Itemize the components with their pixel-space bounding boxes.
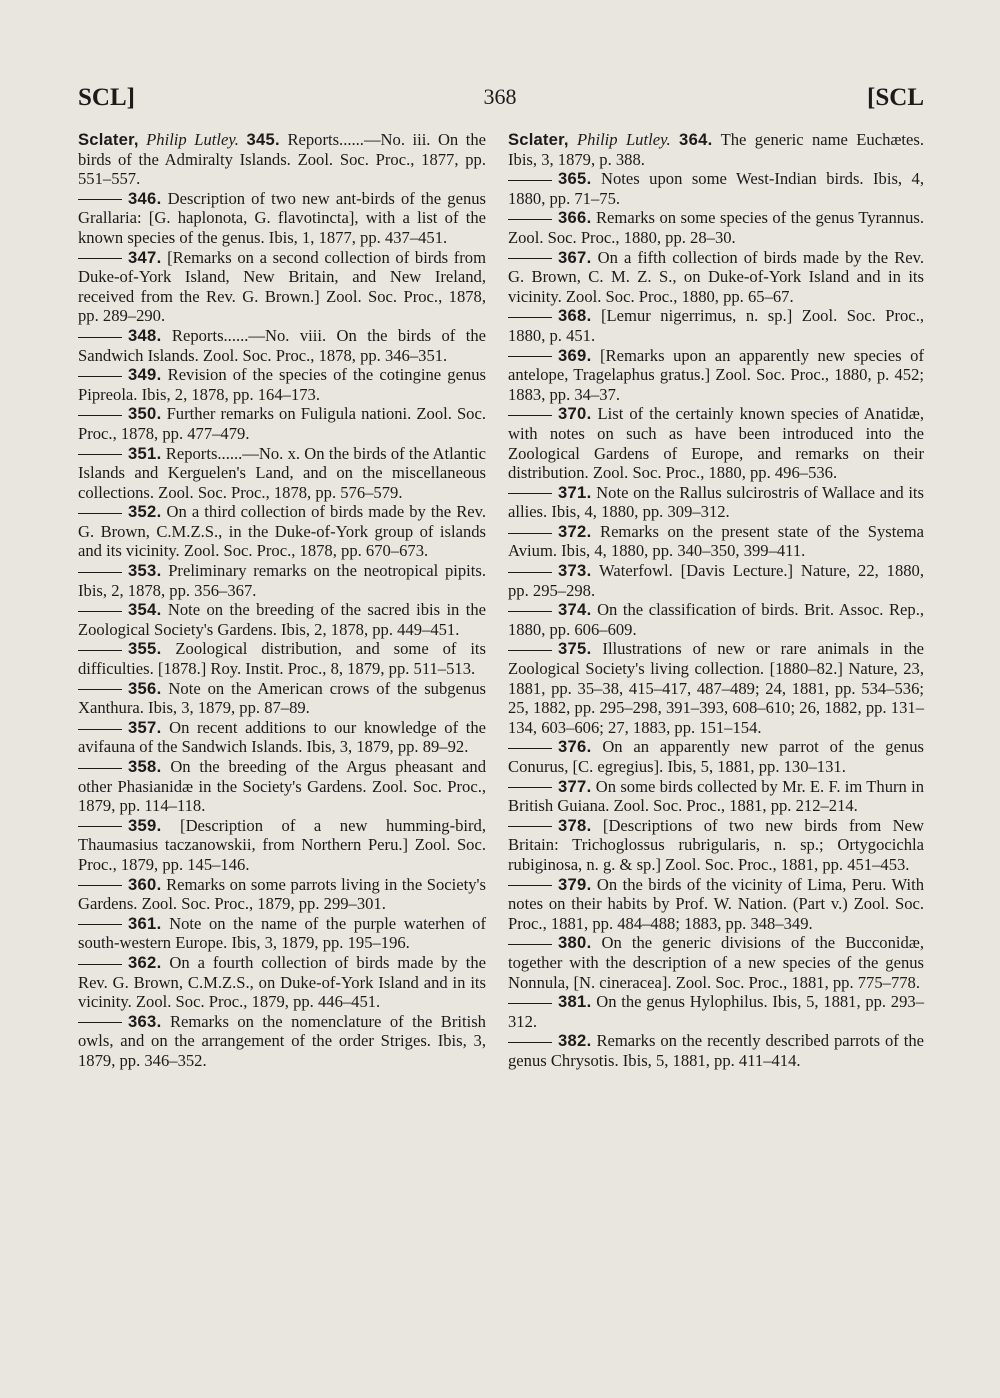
entry-number: 380. — [558, 933, 592, 953]
ditto-dash — [78, 199, 122, 200]
bibliography-entry — [78, 639, 486, 678]
bibliography-entry — [508, 404, 924, 482]
entry-text: Note on the breeding of the sacred ibis in the Zoological Society's Gardens. Ibis, 2, 1878, pp. 449–451. — [78, 600, 486, 639]
entry-text: Note on the name of the purple waterhen of south-western Europe. Ibis, 3, 1879, pp. 195–196. — [78, 913, 486, 953]
entry-text: Note on the American crows of the subgenus Xanthura. Ibis, 3, 1879, pp. 87–89. — [78, 678, 486, 718]
entry-number: 366. — [558, 208, 592, 228]
left-column — [78, 130, 486, 1071]
ditto-dash — [508, 258, 552, 259]
entry-text: [Remarks upon an apparently new species of antelope, Tragelaphus gratus.] Zool. Soc. Proc., 1880, p. 452; 1883, pp. 34–37. — [508, 345, 924, 404]
bibliography-entry — [78, 953, 486, 1012]
ditto-dash — [78, 924, 122, 925]
header-right: [SCL — [867, 84, 924, 111]
entry-number: 360. — [128, 874, 162, 894]
entry-text: Reports......—No. x. On the birds of the Atlantic Islands and Kerguelen's Land, and on the miscellaneous collections. Zool. Soc. Proc., 1878, pp. 576–579. — [78, 443, 487, 502]
ditto-dash — [78, 964, 122, 965]
bibliography-entry — [508, 875, 924, 934]
entry-text: Illustrations of new or rare animals in the Zoological Society's living collection. [1880–82.] Nature, 23, 1881, pp. 35–38, 415–417, 487–489; 24, 1881, pp. 534–536; 25, 1882, pp. 295–298, 391–393, 608–610; 26, 1882, pp. 131–134, 603–606; 27, 1883, pp. 151–154. — [508, 639, 924, 737]
bibliography-entry — [508, 816, 924, 875]
entry-number: 381. — [558, 992, 592, 1012]
entry-number: 363. — [128, 1011, 162, 1031]
ditto-dash — [508, 415, 552, 416]
bibliography-entry — [78, 444, 486, 503]
entry-number: 352. — [128, 502, 162, 522]
entry-text: [Lemur nigerrimus, n. sp.] Zool. Soc. Proc., 1880, p. 451. — [508, 306, 924, 345]
entry-text: Waterfowl. [Davis Lecture.] Nature, 22, 1880, pp. 295–298. — [508, 561, 924, 600]
entry-text: List of the certainly known species of Anatidæ, with notes on such as have been introduced into the Zoological Gardens of Europe, and remarks on their distribution. Zool. Soc. Proc., 1880, pp. 496–536. — [508, 404, 924, 483]
author-surname: Sclater, — [508, 130, 569, 149]
ditto-dash — [78, 768, 122, 769]
bibliography-entry — [508, 208, 924, 247]
bibliography-entry — [78, 189, 486, 248]
entry-text: The generic name Euchætes. Ibis, 3, 1879, p. 388. — [508, 130, 925, 169]
page-number: 368 — [483, 84, 517, 109]
bibliography-entry — [78, 875, 486, 914]
entry-number: 354. — [128, 600, 162, 620]
entry-text: On an apparently new parrot of the genus Conurus, [C. egregius]. Ibis, 5, 1881, pp. 130–131. — [508, 737, 924, 776]
ditto-dash — [508, 317, 552, 318]
entry-number: 359. — [128, 815, 162, 835]
entry-number: 367. — [558, 247, 592, 267]
ditto-dash — [78, 826, 122, 827]
ditto-dash — [508, 533, 552, 534]
entry-text: Remarks on the recently described parrots of the genus Chrysotis. Ibis, 5, 1881, pp. 411–414. — [508, 1031, 924, 1070]
entry-number: 365. — [558, 169, 592, 189]
bibliography-entry — [78, 130, 486, 189]
ditto-dash — [508, 787, 552, 788]
right-column — [508, 130, 924, 1071]
entry-number: 369. — [558, 345, 592, 365]
entry-text: On the classification of birds. Brit. Assoc. Rep., 1880, pp. 606–609. — [508, 600, 924, 639]
entry-text: Note on the Rallus sulcirostris of Wallace and its allies. Ibis, 4, 1880, pp. 309–312. — [508, 482, 924, 522]
bibliography-entry — [78, 248, 486, 326]
entry-number: 357. — [128, 717, 162, 737]
bibliography-entry — [508, 346, 924, 405]
entry-text: Further remarks on Fuligula nationi. Zool. Soc. Proc., 1878, pp. 477–479. — [78, 404, 486, 443]
entry-number: 358. — [128, 757, 162, 776]
ditto-dash — [508, 611, 552, 612]
author-heading — [78, 130, 239, 149]
entry-text: On some birds collected by Mr. E. F. im Thurn in British Guiana. Zool. Soc. Proc., 1881, pp. 212–214. — [508, 776, 924, 816]
ditto-dash — [508, 1003, 552, 1004]
author-given-names: Philip Lutley. — [146, 130, 239, 149]
entry-number: 371. — [558, 482, 592, 502]
entry-text: On a fourth collection of birds made by the Rev. G. Brown, C.M.Z.S., on Duke-of-York Island and in its vicinity. Zool. Soc. Proc., 1879, pp. 446–451. — [78, 952, 487, 1012]
bibliography-entry — [508, 483, 924, 522]
entry-number: 361. — [128, 913, 162, 933]
bibliography-entry — [508, 600, 924, 639]
entry-text: Remarks on the present state of the Systema Avium. Ibis, 4, 1880, pp. 340–350, 399–411. — [508, 521, 924, 561]
entry-text: [Remarks on a second collection of birds from Duke-of-York Island, New Britain, and New Ireland, received from the Rev. G. Brown.] Zool. Soc. Proc., 1878, pp. 289–290. — [78, 247, 486, 326]
bibliography-entry — [508, 777, 924, 816]
entry-text: Description of two new ant-birds of the genus Grallaria: [G. haplonota, G. flavotincta], with a list of the known species of the genus. Ibis, 1, 1877, pp. 437–451. — [78, 188, 486, 247]
header-left: SCL] — [78, 84, 135, 111]
entry-number: 347. — [128, 247, 162, 267]
ditto-dash — [78, 337, 122, 338]
entry-text: Zoological distribution, and some of its difficulties. [1878.] Roy. Instit. Proc., 8, 1879, pp. 511–513. — [78, 639, 487, 679]
bibliography-entry — [508, 248, 924, 307]
entry-text: Reports......—No. viii. On the birds of the Sandwich Islands. Zool. Soc. Proc., 1878, pp. 346–351. — [78, 325, 486, 365]
entry-number: 355. — [128, 639, 162, 659]
entry-number: 373. — [558, 561, 592, 581]
entry-text: On a fifth collection of birds made by the Rev. G. Brown, C. M. Z. S., on Duke-of-York Island and in its vicinity. Zool. Soc. Proc., 1880, pp. 65–67. — [508, 247, 924, 306]
ditto-dash — [78, 572, 122, 573]
ditto-dash — [508, 180, 552, 181]
entry-number: 356. — [128, 678, 162, 698]
author-given-names: Philip Lutley. — [577, 130, 671, 149]
bibliography-entry — [78, 914, 486, 953]
bibliography-entry — [78, 1012, 486, 1071]
ditto-dash — [78, 513, 122, 514]
entry-text: Remarks on some parrots living in the Society's Gardens. Zool. Soc. Proc., 1879, pp. 299–301. — [78, 874, 486, 914]
bibliography-entry — [78, 404, 486, 443]
ditto-dash — [508, 650, 552, 651]
bibliography-entry — [78, 561, 486, 600]
entry-text: [Descriptions of two new birds from New Britain: Trichoglossus rubrigularis, n. sp.; Ortygocichla rubiginosa, n. g. & sp.] Zool. Soc. Proc., 1881, pp. 451–453. — [508, 815, 924, 874]
ditto-dash — [78, 1022, 122, 1023]
entry-text: On the genus Hylophilus. Ibis, 5, 1881, pp. 293–312. — [508, 992, 924, 1031]
entry-text: Remarks on the nomenclature of the British owls, and on the arrangement of the order Striges. Ibis, 3, 1879, pp. 346–352. — [78, 1011, 486, 1070]
entry-number: 379. — [558, 874, 592, 894]
entry-text: Preliminary remarks on the neotropical pipits. Ibis, 2, 1878, pp. 356–367. — [78, 561, 486, 600]
entry-text: On the breeding of the Argus pheasant and other Phasianidæ in the Society's Gardens. Zool. Soc. Proc., 1879, pp. 114–118. — [78, 757, 486, 816]
ditto-dash — [78, 885, 122, 886]
ditto-dash — [508, 219, 552, 220]
ditto-dash — [78, 376, 122, 377]
entry-text: On the birds of the vicinity of Lima, Peru. With notes on their habits by Prof. W. Nation. (Part v.) Zool. Soc. Proc., 1881, pp. 484–488; 1883, pp. 348–349. — [508, 874, 924, 933]
bibliography-entry — [508, 169, 924, 208]
bibliography-entry — [78, 600, 486, 639]
ditto-dash — [78, 689, 122, 690]
entry-number: 377. — [558, 776, 592, 796]
bibliography-entry — [508, 737, 924, 776]
ditto-dash — [508, 944, 552, 945]
ditto-dash — [78, 415, 122, 416]
ditto-dash — [78, 729, 122, 730]
entry-text: Reports......—No. iii. On the birds of the Admiralty Islands. Zool. Soc. Proc., 1877, pp. 551–557. — [78, 130, 486, 189]
bibliography-entry — [508, 306, 924, 345]
bibliography-entry — [508, 130, 924, 169]
entry-number: 376. — [558, 737, 592, 757]
entry-text: Revision of the species of the cotingine genus Pipreola. Ibis, 2, 1878, pp. 164–173. — [78, 365, 486, 404]
entry-number: 368. — [558, 306, 592, 326]
ditto-dash — [78, 454, 122, 455]
running-header — [0, 84, 1000, 120]
bibliography-entry — [508, 522, 924, 561]
entry-number: 374. — [558, 600, 592, 620]
entry-text: [Description of a new humming-bird, Thaumasius taczanowskii, from Northern Peru.] Zool. Soc. Proc., 1879, pp. 145–146. — [78, 815, 486, 874]
entry-number: 362. — [128, 952, 162, 972]
ditto-dash — [508, 572, 552, 573]
bibliography-entry — [78, 326, 486, 365]
entry-number: 372. — [558, 521, 592, 541]
entry-number: 346. — [128, 188, 162, 208]
bibliography-entry — [78, 718, 486, 757]
bibliography-entry — [508, 992, 924, 1031]
ditto-dash — [508, 356, 552, 357]
entry-text: Remarks on some species of the genus Tyrannus. Zool. Soc. Proc., 1880, pp. 28–30. — [508, 208, 925, 247]
bibliography-entry — [78, 679, 486, 718]
bibliography-entry — [508, 561, 924, 600]
ditto-dash — [508, 748, 552, 749]
entry-number: 378. — [558, 815, 592, 835]
entry-number: 375. — [558, 639, 592, 659]
entry-number: 353. — [128, 561, 162, 581]
ditto-dash — [508, 826, 552, 827]
entry-number: 348. — [128, 325, 162, 345]
entry-number: 351. — [128, 443, 162, 463]
bibliography-entry — [78, 365, 486, 404]
bibliography-entry — [508, 1031, 924, 1070]
ditto-dash — [78, 650, 122, 651]
entry-number: 350. — [128, 404, 162, 424]
ditto-dash — [508, 493, 552, 494]
bibliography-entry — [78, 502, 486, 561]
entry-text: Notes upon some West-Indian birds. Ibis, 4, 1880, pp. 71–75. — [508, 169, 924, 208]
entry-number: 364. — [679, 130, 713, 149]
entry-text: On the generic divisions of the Bucconidæ, together with the description of a new species of the genus Nonnula, [N. cineracea]. Zool. Soc. Proc., 1881, pp. 775–778. — [508, 933, 924, 992]
ditto-dash — [508, 885, 552, 886]
bibliography-entry — [78, 757, 486, 816]
entry-text: On a third collection of birds made by the Rev. G. Brown, C.M.Z.S., in the Duke-of-York group of islands and its vicinity. Zool. Soc. Proc., 1878, pp. 670–673. — [78, 502, 486, 561]
entry-number: 370. — [558, 404, 592, 424]
entry-number: 382. — [558, 1031, 592, 1051]
author-surname: Sclater, — [78, 130, 139, 149]
ditto-dash — [508, 1042, 552, 1043]
ditto-dash — [78, 611, 122, 612]
ditto-dash — [78, 258, 122, 259]
bibliography-entry — [508, 933, 924, 992]
author-heading — [508, 130, 671, 149]
entry-number: 349. — [128, 365, 162, 385]
entry-number: 345. — [246, 130, 280, 149]
entry-text: On recent additions to our knowledge of the avifauna of the Sandwich Islands. Ibis, 3, 1879, pp. 89–92. — [78, 717, 486, 757]
bibliography-entry — [78, 816, 486, 875]
bibliography-entry — [508, 639, 924, 737]
